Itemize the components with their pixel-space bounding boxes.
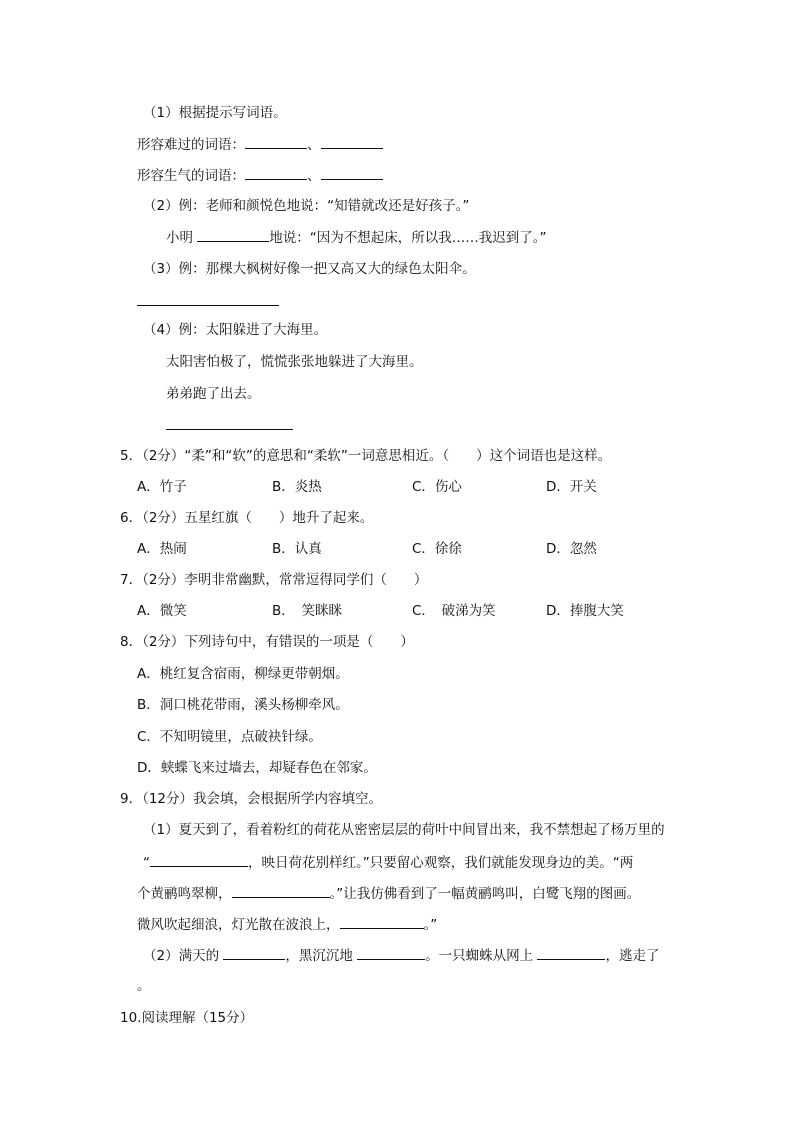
poem-blank-2[interactable] bbox=[232, 884, 330, 898]
part2-prefix: 小明 bbox=[166, 230, 193, 246]
part3-answer-line[interactable] bbox=[137, 305, 279, 306]
q9-part2 bbox=[143, 946, 659, 965]
part2-text-a: （2）满天的 bbox=[143, 948, 220, 964]
q4-sad-words-row bbox=[137, 135, 383, 154]
q7-option-a[interactable]: A．微笑 bbox=[137, 603, 187, 619]
q4-part3-example: （3）例：那棵大枫树好像一把又高又大的绿色太阳伞。 bbox=[143, 261, 476, 277]
q4-part1-title: （1）根据提示写词语。 bbox=[143, 105, 287, 121]
separator: 、 bbox=[307, 137, 321, 153]
q9-part1-line4 bbox=[137, 915, 437, 934]
q7-stem: 7．（2分）李明非常幽默，常常逗得同学们（ ） bbox=[120, 572, 428, 588]
part2-blank-1[interactable] bbox=[223, 946, 285, 960]
q5-option-c[interactable]: C．伤心 bbox=[412, 479, 462, 495]
line4-text-a: 微风吹起细浪，灯光散在波浪上， bbox=[137, 917, 340, 933]
q7-option-c[interactable]: C． 破涕为笑 bbox=[412, 603, 496, 619]
q4-angry-words-row bbox=[137, 166, 383, 185]
separator: 、 bbox=[307, 168, 321, 184]
line3-text-b: 。”让我仿佛看到了一幅黄鹂鸣叫，白鹭飞翔的图画。 bbox=[329, 886, 641, 902]
line4-text-b: 。” bbox=[423, 917, 438, 933]
line2-text: ，映日荷花别样红。”只要留心观察，我们就能发现身边的美。“两 bbox=[248, 855, 634, 871]
q6-option-a[interactable]: A．热闹 bbox=[137, 541, 187, 557]
q7-option-b[interactable]: B． 笑眯眯 bbox=[272, 603, 343, 619]
part2-blank[interactable] bbox=[197, 228, 269, 242]
poem-blank-1[interactable] bbox=[150, 853, 248, 867]
q10-stem: 10.阅读理解（15分） bbox=[120, 1010, 254, 1026]
q5-option-a[interactable]: A．竹子 bbox=[137, 479, 187, 495]
sad-word-blank-2[interactable] bbox=[321, 135, 383, 149]
q4-part2-task bbox=[166, 228, 547, 247]
part2-text-b: ，黑沉沉地 bbox=[285, 948, 353, 964]
q4-part2-example: （2）例：老师和颜悦色地说：“知错就改还是好孩子。” bbox=[143, 198, 470, 214]
q6-stem: 6．（2分）五星红旗（ ）地升了起来。 bbox=[120, 510, 374, 526]
sad-word-blank-1[interactable] bbox=[245, 135, 307, 149]
q4-part4-task: 弟弟跑了出去。 bbox=[166, 386, 261, 402]
q5-stem: 5．（2分）“柔”和“软”的意思和“柔软”一词意思相近。（ ）这个词语也是这样。 bbox=[120, 448, 612, 464]
q8-option-c[interactable]: C．不知明镜里，点破袂针绿。 bbox=[137, 729, 322, 745]
q6-option-b[interactable]: B．认真 bbox=[272, 541, 322, 557]
q8-option-d[interactable]: D．蛱蝶飞来过墙去，却疑春色在邻家。 bbox=[137, 760, 377, 776]
q8-option-a[interactable]: A．桃红复含宿雨，柳绿更带朝烟。 bbox=[137, 666, 349, 682]
q9-part1-line3 bbox=[137, 884, 640, 903]
q9-part2-end: 。 bbox=[137, 978, 151, 994]
q7-option-d[interactable]: D．捧腹大笑 bbox=[546, 603, 624, 619]
line3-text-a: 个黄鹂鸣翠柳， bbox=[137, 886, 232, 902]
open-quote: “ bbox=[143, 855, 150, 871]
q5-option-d[interactable]: D．开关 bbox=[546, 479, 597, 495]
q4-part4-example: （4）例：太阳躲进了大海里。 bbox=[143, 322, 328, 338]
part2-text-d: ，逃走了 bbox=[605, 948, 660, 964]
part2-blank-3[interactable] bbox=[537, 946, 605, 960]
angry-word-blank-1[interactable] bbox=[245, 166, 307, 180]
sad-words-label: 形容难过的词语： bbox=[137, 137, 245, 153]
q9-part1-line2 bbox=[143, 853, 633, 872]
part2-text-c: 。一只蜘蛛从网上 bbox=[425, 948, 534, 964]
q6-option-c[interactable]: C．徐徐 bbox=[412, 541, 462, 557]
q9-part1-line1: （1）夏天到了，看着粉红的荷花从密密层层的荷叶中间冒出来，我不禁想起了杨万里的 bbox=[143, 822, 665, 838]
angry-word-blank-2[interactable] bbox=[321, 166, 383, 180]
part2-blank-2[interactable] bbox=[357, 946, 425, 960]
poem-blank-3[interactable] bbox=[340, 915, 424, 929]
q8-stem: 8．（2分）下列诗句中，有错误的一项是（ ） bbox=[120, 634, 414, 650]
q8-option-b[interactable]: B．洞口桃花带雨，溪头杨柳牵风。 bbox=[137, 697, 349, 713]
angry-words-label: 形容生气的词语： bbox=[137, 168, 245, 184]
q6-option-d[interactable]: D．忽然 bbox=[546, 541, 597, 557]
q9-stem: 9．（12分）我会填，会根据所学内容填空。 bbox=[120, 791, 383, 807]
q4-part4-model: 太阳害怕极了，慌慌张张地躲进了大海里。 bbox=[166, 354, 423, 370]
part2-suffix: 地说：“因为不想起床，所以我……我迟到了。” bbox=[269, 230, 547, 246]
part4-answer-line[interactable] bbox=[166, 429, 293, 430]
q5-option-b[interactable]: B．炎热 bbox=[272, 479, 322, 495]
